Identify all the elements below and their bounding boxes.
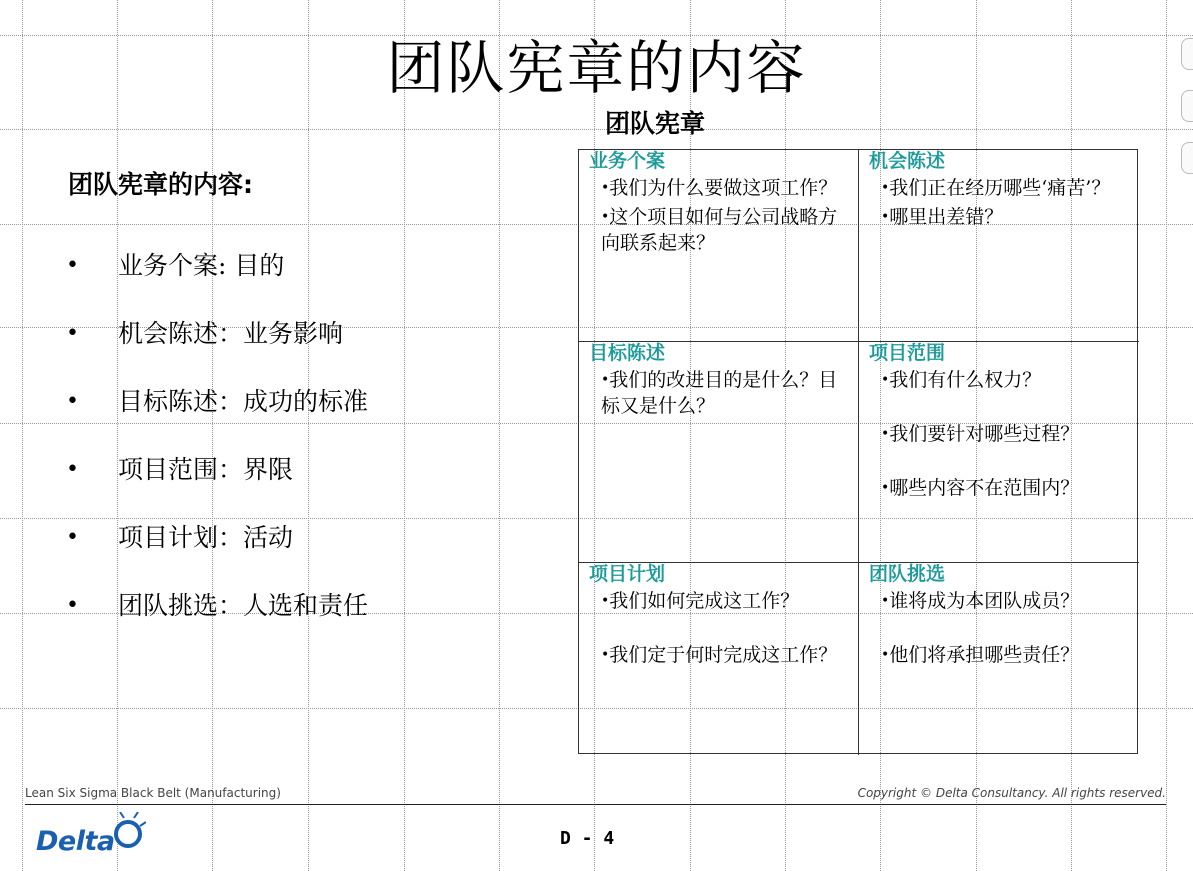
- guide-line: [22, 0, 23, 871]
- team-charter-table: [578, 149, 1138, 754]
- list-item-text: 项目计划：活动: [118, 523, 294, 552]
- cell-heading: 目标陈述: [589, 342, 666, 364]
- guide-line: [499, 0, 500, 871]
- list-item: [60, 232, 368, 300]
- charter-cell-goal: [579, 342, 859, 563]
- charter-cell-scope: [859, 342, 1139, 563]
- contents-list: [60, 232, 368, 640]
- bullet-icon: •: [66, 253, 79, 278]
- cell-question: •我们有什么权力？: [881, 369, 1042, 391]
- cell-question: •我们如何完成这工作？: [601, 590, 800, 612]
- cell-heading: 项目范围: [869, 342, 946, 364]
- charter-cell-opportunity: [859, 150, 1139, 342]
- charter-cell-team: [859, 563, 1139, 755]
- cell-question: •这个项目如何与公司战略方向联系起来？: [601, 206, 838, 254]
- charter-cell-business-case: [579, 150, 859, 342]
- page-number: D - 4: [560, 828, 615, 849]
- list-item: [60, 572, 368, 640]
- cell-heading: 团队挑选: [869, 563, 946, 585]
- cell-question: •谁将成为本团队成员？: [881, 590, 1080, 612]
- bullet-icon: •: [66, 389, 79, 414]
- cell-heading: 项目计划: [589, 563, 666, 585]
- charter-cell-plan: [579, 563, 859, 755]
- cell-question: •我们的改进目的是什么？目标又是什么？: [601, 369, 838, 417]
- guide-line: [1166, 0, 1167, 871]
- cell-question: •我们为什么要做这项工作？: [601, 177, 838, 199]
- footer-copyright: Copyright © Delta Consultancy. All rights reserved.: [857, 786, 1166, 800]
- list-item-text: 项目范围：界限: [118, 455, 294, 484]
- footer-course-name: Lean Six Sigma Black Belt (Manufacturing): [25, 786, 281, 800]
- list-item-text: 团队挑选：人选和责任: [118, 591, 369, 620]
- list-item: [60, 368, 368, 436]
- logo-wordmark: Delta: [36, 826, 115, 857]
- list-item-text: 机会陈述：业务影响: [118, 319, 344, 348]
- bullet-icon: •: [66, 525, 79, 550]
- cell-question: •他们将承担哪些责任？: [881, 644, 1080, 666]
- side-tab[interactable]: [1181, 142, 1193, 174]
- cell-question: •哪里出差错？: [881, 206, 1004, 228]
- cell-question: •我们正在经历哪些‘痛苦’？: [881, 177, 1111, 199]
- contents-heading: 团队宪章的内容:: [68, 170, 253, 199]
- side-tab[interactable]: [1181, 90, 1193, 122]
- page-title: 团队宪章的内容: [386, 34, 807, 102]
- bullet-icon: •: [66, 321, 79, 346]
- cell-heading: 业务个案: [589, 150, 666, 172]
- cell-question: •我们定于何时完成这工作？: [601, 644, 838, 666]
- cell-question: •我们要针对哪些过程？: [881, 423, 1080, 445]
- charter-subtitle: 团队宪章: [604, 109, 705, 138]
- cell-question: •哪些内容不在范围内？: [881, 477, 1080, 499]
- list-item: [60, 504, 368, 572]
- cell-heading: 机会陈述: [869, 150, 946, 172]
- guide-line: [404, 0, 405, 871]
- bullet-icon: •: [66, 593, 79, 618]
- footer-divider: [25, 804, 1166, 805]
- list-item-text: 业务个案: 目的: [118, 251, 285, 280]
- list-item: [60, 436, 368, 504]
- side-tab[interactable]: [1181, 38, 1193, 70]
- delta-logo: [36, 812, 146, 870]
- bullet-icon: •: [66, 457, 79, 482]
- list-item: [60, 300, 368, 368]
- side-tabs: [1181, 38, 1193, 194]
- list-item-text: 目标陈述：成功的标准: [118, 387, 369, 416]
